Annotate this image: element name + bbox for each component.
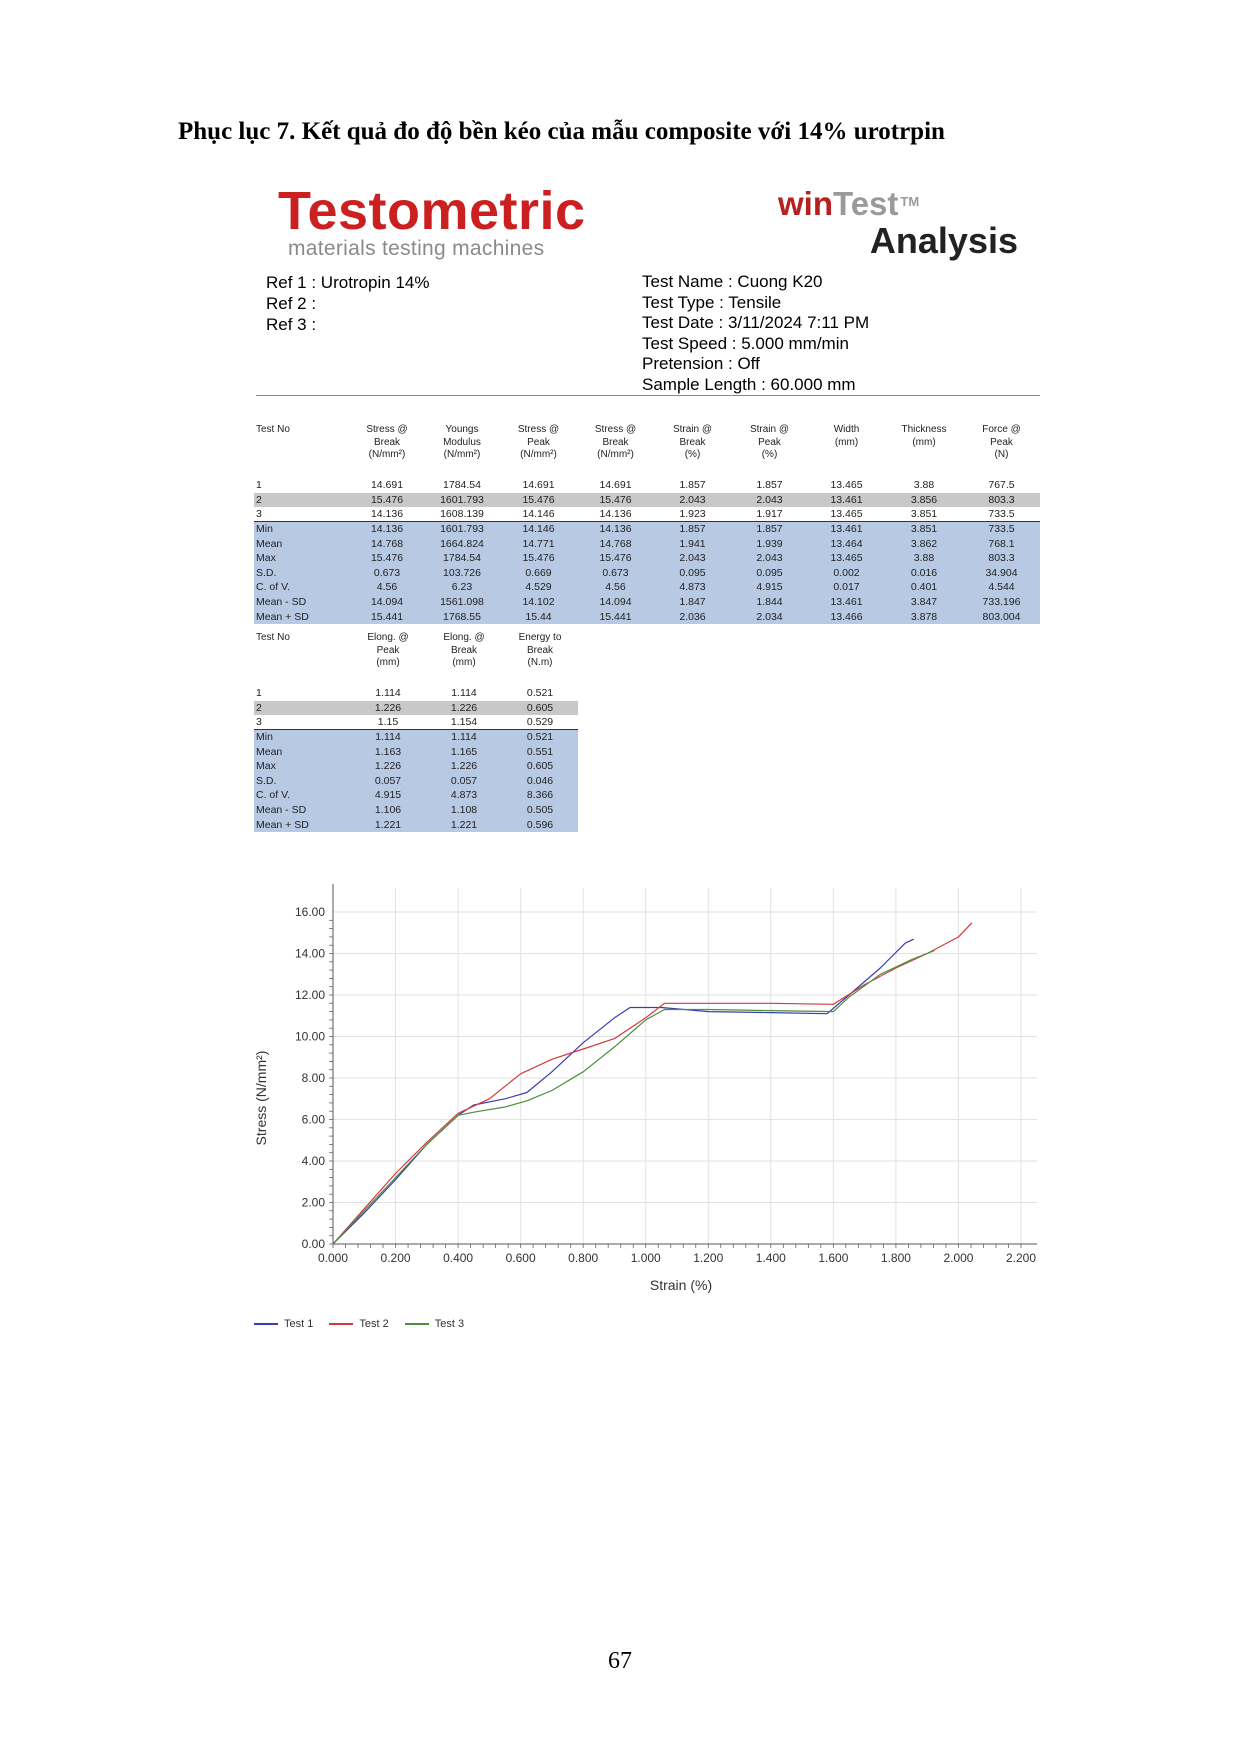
- table-cell: 4.56: [350, 580, 424, 595]
- table-cell: 2.043: [731, 493, 808, 508]
- row-label: S.D.: [254, 566, 350, 581]
- legend-item: [254, 1318, 313, 1330]
- column-header: Youngs Modulus (N/mm²): [443, 424, 481, 460]
- table-cell: 0.016: [885, 566, 963, 581]
- row-label: 3: [256, 508, 262, 521]
- x-tick-label: 0.800: [568, 1251, 599, 1265]
- table-cell: 1.857: [731, 522, 808, 537]
- table-cell: 1.165: [426, 744, 502, 759]
- x-tick-label: 2.200: [1005, 1251, 1037, 1265]
- y-tick-label: 6.00: [301, 1112, 325, 1127]
- column-header: Force @ Peak (N): [982, 424, 1021, 460]
- column-header: Thickness (mm): [901, 424, 947, 448]
- table-cell: 733.196: [963, 595, 1040, 610]
- legend-swatch: [405, 1323, 429, 1325]
- meta-sample-length: Sample Length : 60.000 mm: [642, 374, 856, 394]
- meta-test-date: Test Date : 3/11/2024 7:11 PM: [642, 313, 870, 333]
- table-cell: 0.002: [808, 566, 885, 581]
- table-cell: 1664.824: [424, 536, 500, 551]
- x-tick-label: 2.000: [943, 1251, 974, 1265]
- table-cell: 14.691: [370, 479, 404, 492]
- column-header: Energy to Break (N.m): [518, 632, 562, 668]
- table-cell: 1.226: [350, 759, 426, 774]
- row-label: S.D.: [254, 774, 350, 789]
- y-tick-label: 16.00: [294, 905, 325, 919]
- row-label: C. of V.: [254, 788, 350, 803]
- table-cell: 13.465: [830, 479, 863, 492]
- table-cell: 14.094: [350, 595, 424, 610]
- row-label: Mean - SD: [254, 595, 350, 610]
- table-cell: 15.476: [577, 493, 654, 508]
- column-header: Test No: [256, 632, 290, 643]
- table-cell: 0.401: [885, 580, 963, 595]
- x-tick-label: 1.000: [630, 1251, 661, 1265]
- table-cell: 4.873: [654, 580, 731, 595]
- column-header: Stress @ Break (N/mm²): [594, 424, 637, 460]
- meta-test-speed: Test Speed : 5.000 mm/min: [642, 333, 849, 353]
- table-cell: 1.221: [426, 817, 502, 832]
- table-cell: 15.476: [350, 493, 424, 508]
- x-tick-label: 1.200: [693, 1251, 724, 1265]
- table-cell: 0.605: [502, 759, 578, 774]
- table-cell: 803.3: [963, 493, 1040, 508]
- table-cell: 1.15: [377, 716, 399, 729]
- table-cell: 1.917: [756, 508, 783, 521]
- legend-label: Test 2: [359, 1318, 389, 1330]
- row-label: 1: [256, 687, 262, 700]
- table-cell: 1601.793: [424, 493, 500, 508]
- x-tick-label: 1.400: [755, 1251, 786, 1265]
- table-cell: 14.771: [500, 536, 577, 551]
- wintest-win: win: [778, 185, 833, 222]
- table-cell: 2.036: [654, 609, 731, 624]
- table-cell: 1.114: [375, 687, 401, 700]
- wintest-tm: TM: [900, 194, 920, 209]
- meta-pretension: Pretension : Off: [642, 354, 760, 374]
- table-cell: 0.046: [502, 774, 578, 789]
- series-line: [333, 939, 914, 1244]
- table-cell: 4.544: [963, 580, 1040, 595]
- table-cell: 4.873: [426, 788, 502, 803]
- table-cell: 14.102: [500, 595, 577, 610]
- table-cell: 1.226: [426, 759, 502, 774]
- legend-swatch: [329, 1323, 353, 1325]
- table-cell: 4.529: [500, 580, 577, 595]
- table-cell: 6.23: [424, 580, 500, 595]
- table-cell: 768.1: [963, 536, 1040, 551]
- table-cell: 1.154: [450, 716, 478, 729]
- table-cell: 0.505: [502, 803, 578, 818]
- table-cell: 1.844: [731, 595, 808, 610]
- table-cell: 14.691: [522, 479, 555, 492]
- row-label: Mean - SD: [254, 803, 350, 818]
- table-cell: 0.596: [502, 817, 578, 832]
- y-tick-label: 4.00: [301, 1154, 325, 1168]
- column-header: Test No: [256, 424, 290, 435]
- table-cell: 0.529: [526, 716, 554, 729]
- legend-swatch: [254, 1323, 278, 1325]
- table-cell: 14.136: [599, 508, 632, 521]
- table-cell: 3.88: [885, 551, 963, 566]
- table-cell: 1.857: [679, 479, 706, 492]
- table-cell: 1601.793: [424, 522, 500, 537]
- table-cell: 2.043: [654, 551, 731, 566]
- table-cell: 0.673: [350, 566, 424, 581]
- column-header: Stress @ Break (N/mm²): [366, 424, 408, 460]
- table-cell: 3.878: [885, 609, 963, 624]
- table-cell: 0.673: [577, 566, 654, 581]
- row-label: Mean: [254, 536, 350, 551]
- meta-test-name: Test Name : Cuong K20: [642, 272, 823, 291]
- page-number: 67: [608, 1648, 632, 1674]
- table-cell: 0.551: [502, 744, 578, 759]
- table-cell: 14.136: [350, 522, 424, 537]
- row-label: Mean: [254, 744, 350, 759]
- column-header: Strain @ Break (%): [672, 424, 713, 460]
- table-cell: 13.461: [808, 493, 885, 508]
- table-cell: 803.004: [963, 609, 1040, 624]
- table-cell: 733.5: [988, 508, 1015, 521]
- legend-label: Test 3: [434, 1318, 465, 1330]
- column-header: Elong. @ Peak (mm): [367, 632, 409, 668]
- table-cell: 1608.139: [440, 508, 484, 521]
- table-cell: 15.476: [577, 551, 654, 566]
- table-cell: 0.521: [502, 730, 578, 745]
- y-tick-label: 8.00: [301, 1071, 325, 1085]
- table-cell: 1.226: [426, 701, 502, 716]
- x-tick-label: 0.600: [505, 1251, 536, 1265]
- table-cell: 1784.54: [443, 479, 481, 492]
- table-cell: 4.915: [731, 580, 808, 595]
- chart-legend: [254, 1318, 464, 1330]
- table-cell: 14.094: [577, 595, 654, 610]
- wintest-test: Test: [833, 185, 899, 222]
- table-cell: 8.366: [502, 788, 578, 803]
- table-cell: 15.476: [350, 551, 424, 566]
- table-cell: 1.114: [350, 730, 426, 745]
- table-cell: 15.441: [577, 609, 654, 624]
- wintest-analysis: Analysis: [869, 220, 1018, 261]
- row-label: Max: [254, 551, 350, 566]
- table-cell: 0.057: [350, 774, 426, 789]
- row-label: 2: [254, 493, 350, 508]
- meta-test-type: Test Type : Tensile: [642, 292, 782, 312]
- row-label: 2: [254, 701, 350, 716]
- table-cell: 13.461: [808, 595, 885, 610]
- x-axis-label: Strain (%): [649, 1277, 713, 1293]
- table-cell: 1.226: [350, 701, 426, 716]
- table-cell: 34.904: [963, 566, 1040, 581]
- table-cell: 4.56: [577, 580, 654, 595]
- y-tick-label: 12.00: [294, 988, 325, 1002]
- y-tick-label: 0.00: [301, 1237, 325, 1251]
- table-cell: 1.923: [679, 508, 706, 521]
- x-tick-label: 1.800: [880, 1251, 911, 1265]
- x-tick-label: 1.600: [818, 1251, 849, 1265]
- row-label: 1: [256, 479, 262, 492]
- table-cell: 1.108: [426, 803, 502, 818]
- table-cell: 13.465: [830, 508, 863, 521]
- row-label: Min: [254, 730, 350, 745]
- table-cell: 14.146: [500, 522, 577, 537]
- table-cell: 15.476: [500, 551, 577, 566]
- table-cell: 3.847: [885, 595, 963, 610]
- table-cell: 13.461: [808, 522, 885, 537]
- table-cell: 2.043: [731, 551, 808, 566]
- table-cell: 103.726: [424, 566, 500, 581]
- y-axis-label: Stress (N/mm²): [253, 1050, 269, 1146]
- table-cell: 14.691: [599, 479, 632, 492]
- table-cell: 15.44: [500, 609, 577, 624]
- table-cell: 1784.54: [424, 551, 500, 566]
- ref-line: Ref 2 :: [266, 294, 317, 313]
- table-cell: 3.88: [913, 479, 935, 492]
- table-cell: 4.915: [350, 788, 426, 803]
- table-cell: 1.939: [731, 536, 808, 551]
- table-cell: 14.146: [522, 508, 555, 521]
- table-cell: 15.476: [500, 493, 577, 508]
- column-header: Width (mm): [833, 424, 860, 448]
- table-cell: 1.857: [756, 479, 783, 492]
- legend-item: [329, 1318, 388, 1330]
- table-cell: 13.464: [808, 536, 885, 551]
- table-cell: 1.857: [654, 522, 731, 537]
- row-label: Min: [254, 522, 350, 537]
- table-cell: 0.095: [654, 566, 731, 581]
- table-cell: 3.862: [885, 536, 963, 551]
- legend-label: Test 1: [284, 1318, 314, 1330]
- table-cell: 2.043: [654, 493, 731, 508]
- table-cell: 0.605: [502, 701, 578, 716]
- row-label: Max: [254, 759, 350, 774]
- table-cell: 3.851: [910, 508, 938, 521]
- table-cell: 14.768: [350, 536, 424, 551]
- table-cell: 13.466: [808, 609, 885, 624]
- x-tick-label: 0.400: [443, 1251, 474, 1265]
- page-title: Phục lục 7. Kết quả đo độ bền kéo của mẫu composite với 14% urotrpin: [178, 118, 945, 145]
- table-cell: 0.057: [426, 774, 502, 789]
- table-cell: 2.034: [731, 609, 808, 624]
- table-cell: 1.941: [654, 536, 731, 551]
- table-cell: 1768.55: [424, 609, 500, 624]
- brand-tagline: materials testing machines: [288, 237, 545, 260]
- table-cell: 767.5: [988, 479, 1015, 492]
- column-header: Elong. @ Break (mm): [443, 632, 485, 668]
- brand-name: Testometric: [278, 181, 586, 241]
- table-cell: 0.669: [500, 566, 577, 581]
- table-cell: 14.768: [577, 536, 654, 551]
- table-cell: 3.851: [885, 522, 963, 537]
- table-cell: 1.106: [350, 803, 426, 818]
- x-tick-label: 0.200: [380, 1251, 411, 1265]
- row-label: 3: [256, 716, 262, 729]
- table-cell: 0.017: [808, 580, 885, 595]
- table-cell: 13.465: [808, 551, 885, 566]
- row-label: C. of V.: [254, 580, 350, 595]
- table-cell: 14.136: [577, 522, 654, 537]
- table-cell: 803.3: [963, 551, 1040, 566]
- ref-line: Ref 1 : Urotropin 14%: [266, 273, 430, 292]
- table-cell: 14.136: [370, 508, 404, 521]
- x-tick-label: 0.000: [317, 1251, 349, 1265]
- table-cell: 1.221: [350, 817, 426, 832]
- y-tick-label: 14.00: [294, 946, 325, 961]
- table-cell: 1561.098: [424, 595, 500, 610]
- row-label: Mean + SD: [254, 817, 350, 832]
- row-label: Mean + SD: [254, 609, 350, 624]
- table-cell: 1.163: [350, 744, 426, 759]
- legend-item: [405, 1318, 464, 1330]
- table-cell: 1.114: [451, 687, 477, 700]
- column-header: Strain @ Peak (%): [749, 424, 790, 460]
- table-cell: 1.847: [654, 595, 731, 610]
- table-cell: 0.095: [731, 566, 808, 581]
- table-cell: 3.856: [885, 493, 963, 508]
- table-cell: 733.5: [963, 522, 1040, 537]
- ref-line: Ref 3 :: [266, 315, 317, 334]
- y-tick-label: 2.00: [301, 1195, 325, 1210]
- table-cell: 0.521: [526, 687, 554, 700]
- y-tick-label: 10.00: [294, 1029, 325, 1044]
- column-header: Stress @ Peak (N/mm²): [517, 424, 560, 460]
- table-cell: 15.441: [350, 609, 424, 624]
- table-cell: 1.114: [426, 730, 502, 745]
